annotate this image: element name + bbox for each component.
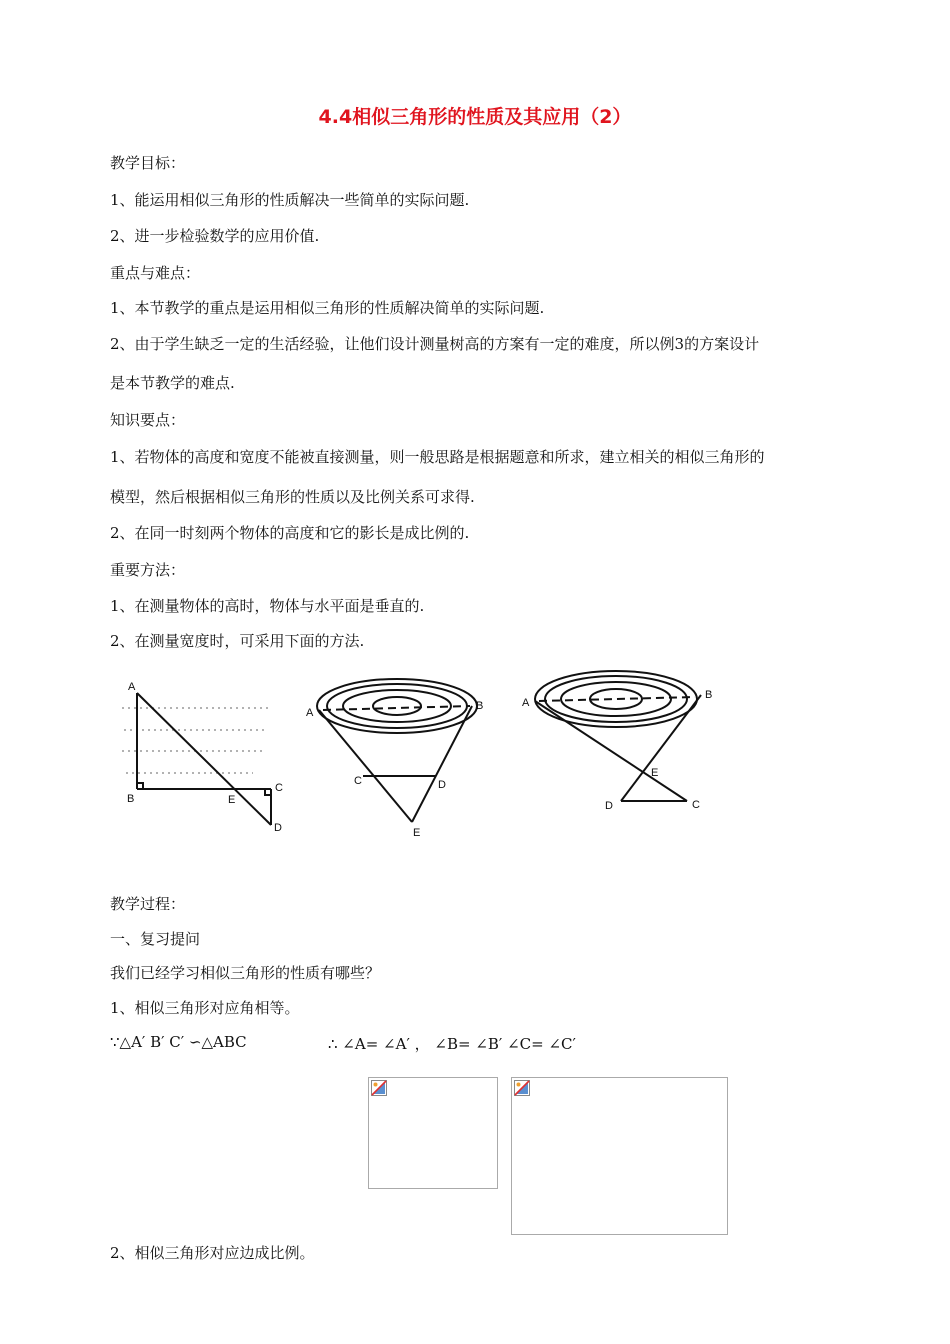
goal-1: 1、能运用相似三角形的性质解决一些简单的实际问题. bbox=[110, 191, 470, 209]
fig1-label-b: B bbox=[127, 793, 135, 805]
section-heading-process: 教学过程： bbox=[110, 895, 186, 913]
knowledge-1-cont: 模型，然后根据相似三角形的性质以及比例关系可求得. bbox=[110, 488, 475, 506]
property-2: 2、相似三角形对应边成比例。 bbox=[110, 1244, 315, 1262]
goal-2: 2、进一步检验数学的应用价值. bbox=[110, 227, 320, 245]
fig1-label-e: E bbox=[228, 794, 236, 806]
section-heading-knowledge: 知识要点： bbox=[110, 411, 186, 429]
section-heading-key-points: 重点与难点： bbox=[110, 264, 201, 282]
fig3-label-d: D bbox=[605, 800, 613, 812]
key-point-2-cont: 是本节教学的难点. bbox=[110, 374, 235, 392]
knowledge-1: 1、若物体的高度和宽度不能被直接测量，则一般思路是根据题意和所求，建立相关的相似三角形的 bbox=[110, 448, 765, 466]
fig1-label-c: C bbox=[275, 782, 283, 794]
key-point-1: 1、本节教学的重点是运用相似三角形的性质解决简单的实际问题. bbox=[110, 299, 545, 317]
broken-image-icon bbox=[514, 1080, 530, 1096]
section-heading-goals: 教学目标： bbox=[110, 154, 186, 172]
image-placeholder-2 bbox=[511, 1077, 728, 1235]
fig2-label-b: B bbox=[476, 700, 484, 712]
fig3-label-a: A bbox=[522, 697, 530, 709]
figure-pond-crossed bbox=[515, 663, 725, 818]
review-heading: 一、复习提问 bbox=[110, 930, 201, 948]
broken-image-icon bbox=[371, 1080, 387, 1096]
method-2: 2、在测量宽度时，可采用下面的方法. bbox=[110, 632, 365, 650]
knowledge-2: 2、在同一时刻两个物体的高度和它的影长是成比例的. bbox=[110, 524, 470, 542]
fig1-label-d: D bbox=[274, 822, 282, 834]
fig2-label-d: D bbox=[438, 779, 446, 791]
formula-because: ∵△A′ B′ C′ ∽△ABC bbox=[110, 1033, 247, 1051]
figure-pond-cone bbox=[300, 670, 500, 840]
page-title: 4.4相似三角形的性质及其应用（2） bbox=[318, 106, 632, 128]
fig2-label-c: C bbox=[354, 775, 362, 787]
fig3-label-e: E bbox=[651, 767, 659, 779]
formula-therefore: ∴ ∠A= ∠A′ ， ∠B= ∠B′ ∠C= ∠C′ bbox=[328, 1035, 576, 1053]
fig3-label-b: B bbox=[705, 689, 713, 701]
property-1: 1、相似三角形对应角相等。 bbox=[110, 999, 300, 1017]
section-heading-methods: 重要方法： bbox=[110, 561, 186, 579]
review-question: 我们已经学习相似三角形的性质有哪些？ bbox=[110, 964, 381, 982]
key-point-2: 2、由于学生缺乏一定的生活经验，让他们设计测量树高的方案有一定的难度，所以例3的方案设计 bbox=[110, 335, 760, 353]
fig3-label-c: C bbox=[692, 799, 700, 811]
image-placeholder-1 bbox=[368, 1077, 498, 1189]
fig2-label-a: A bbox=[306, 707, 314, 719]
figure-river-triangles bbox=[118, 675, 298, 845]
fig2-label-e: E bbox=[413, 827, 421, 839]
fig1-label-a: A bbox=[128, 681, 136, 693]
method-1: 1、在测量物体的高时，物体与水平面是垂直的. bbox=[110, 597, 425, 615]
